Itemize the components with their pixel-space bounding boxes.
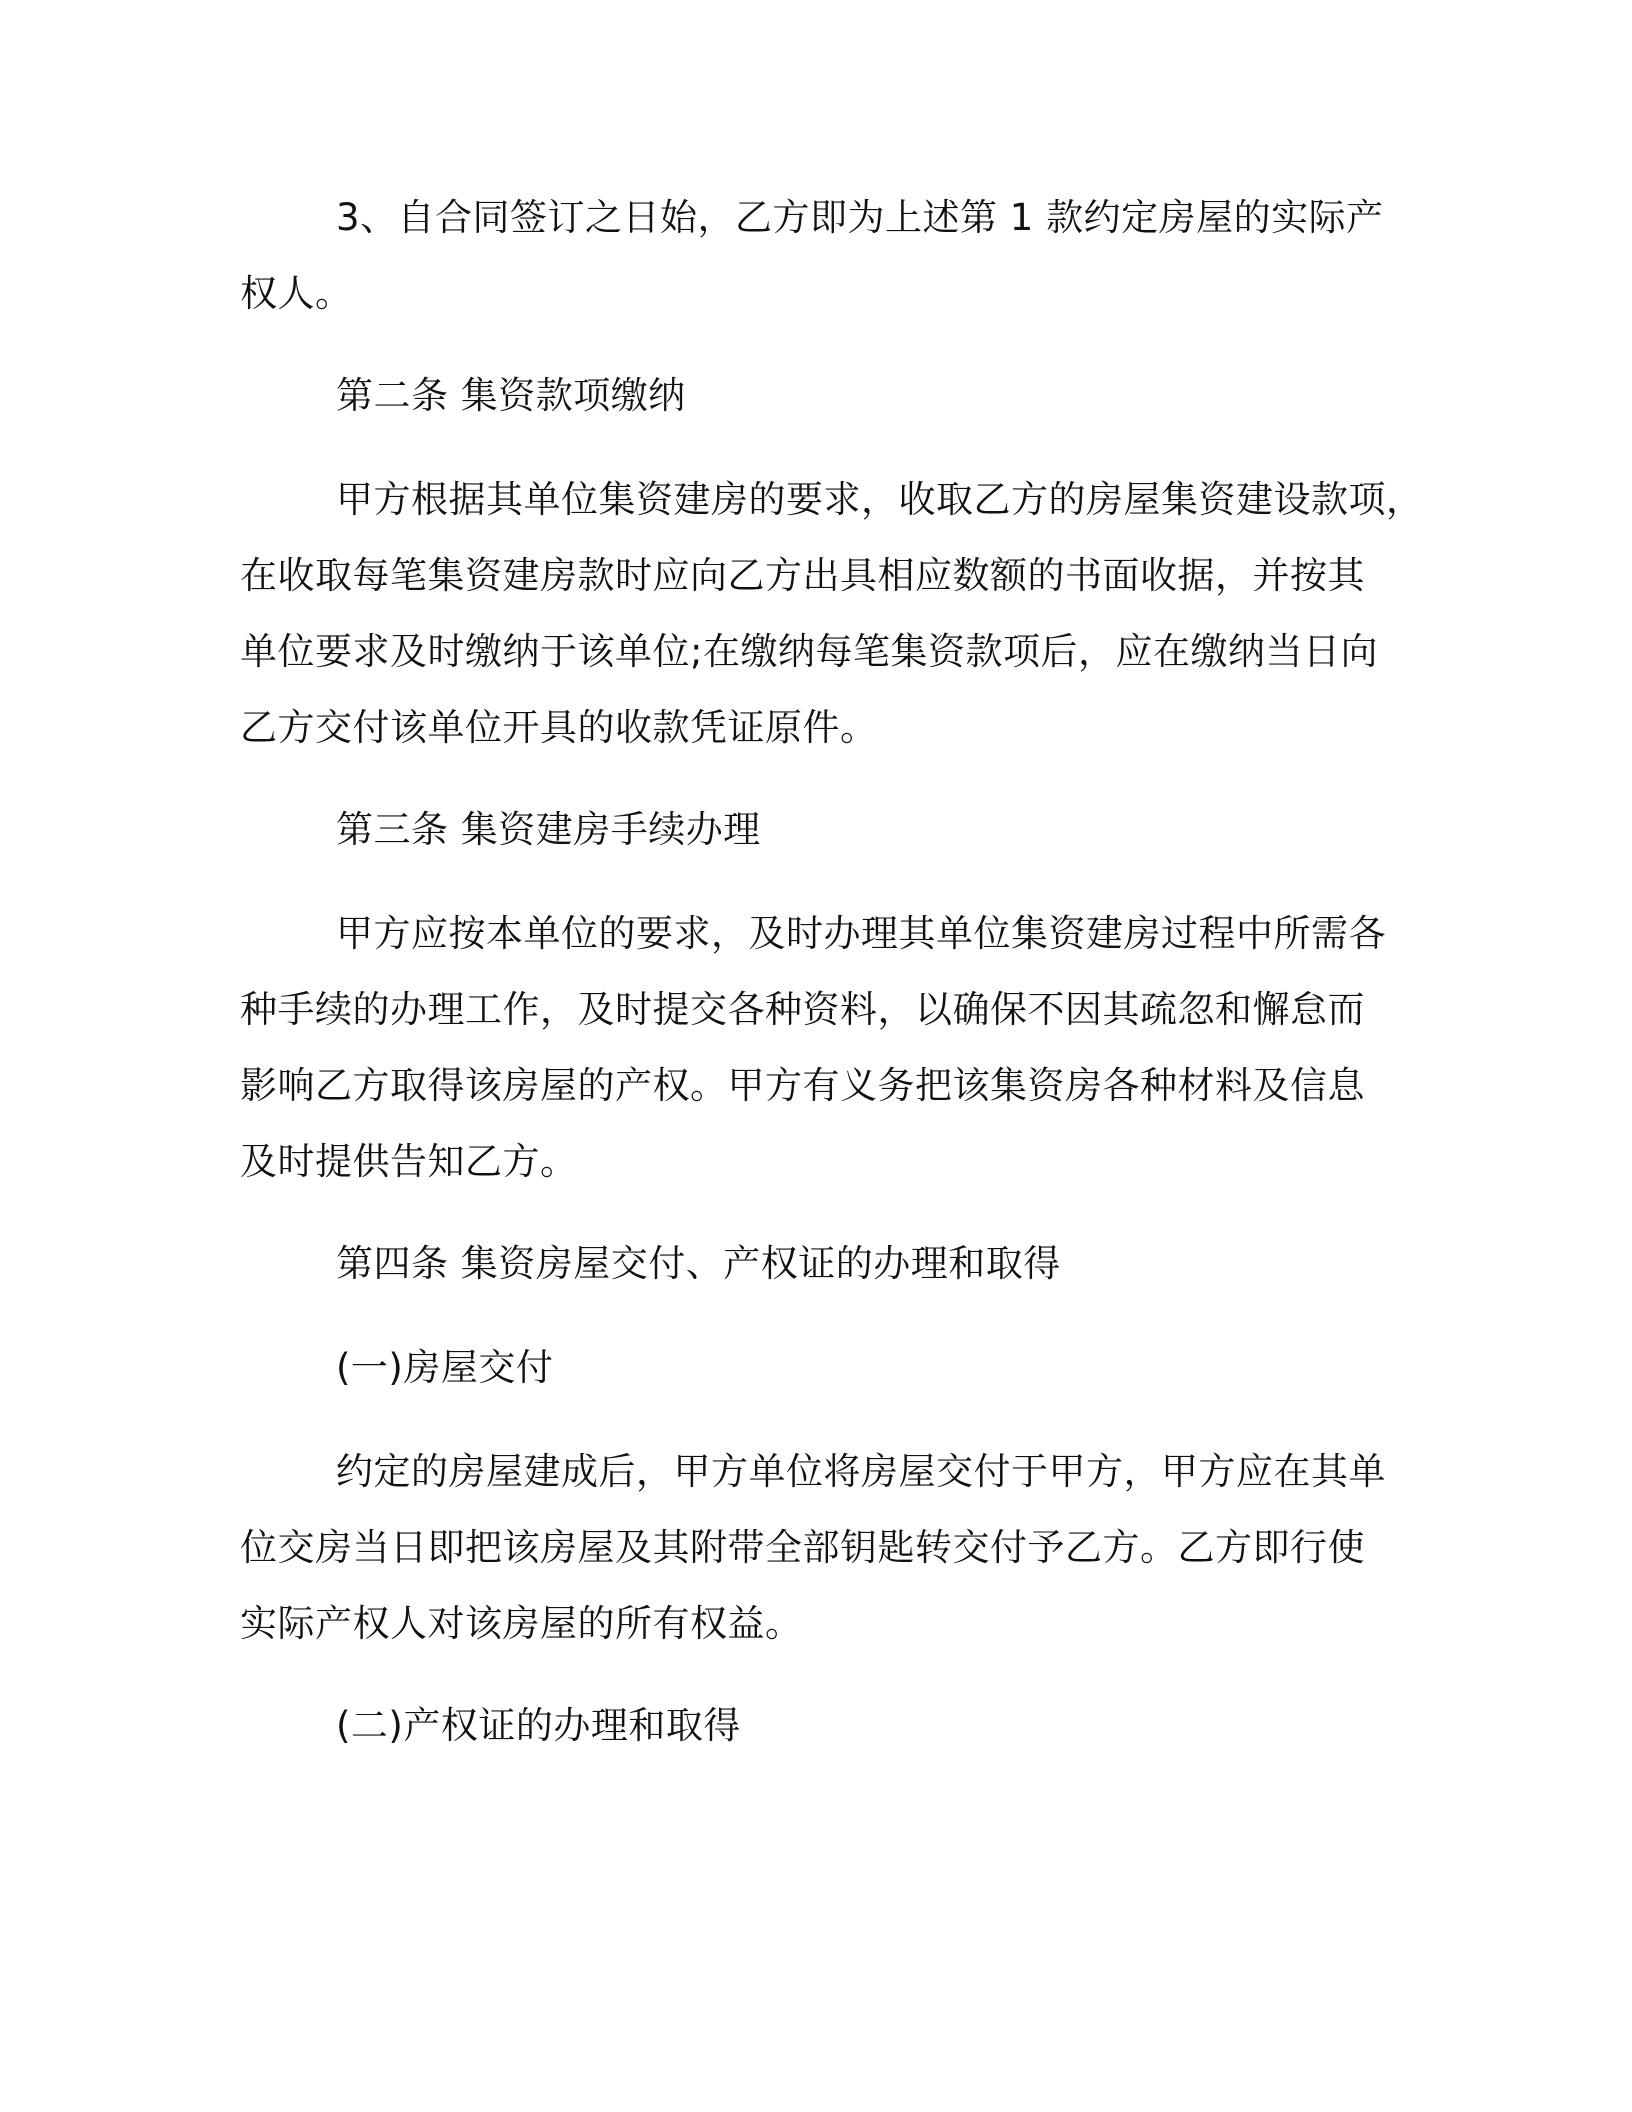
paragraph-line: 位交房当日即把该房屋及其附带全部钥匙转交付予乙方。乙方即行使 [240, 1526, 1365, 1569]
paragraph-line: 影响乙方取得该房屋的产权。甲方有义务把该集资房各种材料及信息 [240, 1064, 1365, 1107]
section-heading: 第三条 集资建房手续办理 [336, 808, 761, 851]
subsection-heading: (二)产权证的办理和取得 [336, 1704, 741, 1747]
section-heading: 第四条 集资房屋交付、产权证的办理和取得 [336, 1242, 1061, 1285]
subsection-heading: (一)房屋交付 [336, 1346, 554, 1389]
paragraph-line: 单位要求及时缴纳于该单位;在缴纳每笔集资款项后，应在缴纳当日向 [240, 630, 1378, 673]
section-heading: 第二条 集资款项缴纳 [336, 374, 686, 417]
paragraph-line: 权人。 [240, 272, 353, 315]
paragraph-line: 在收取每笔集资建房款时应向乙方出具相应数额的书面收据，并按其 [240, 554, 1365, 597]
paragraph-line: 甲方根据其单位集资建房的要求，收取乙方的房屋集资建设款项， [336, 478, 1424, 521]
paragraph-line: 约定的房屋建成后，甲方单位将房屋交付于甲方，甲方应在其单 [336, 1450, 1386, 1493]
paragraph-line: 及时提供告知乙方。 [240, 1140, 578, 1183]
paragraph-line: 甲方应按本单位的要求，及时办理其单位集资建房过程中所需各 [336, 912, 1386, 955]
paragraph-line: 3、自合同签订之日始，乙方即为上述第 1 款约定房屋的实际产 [336, 196, 1384, 239]
paragraph-line: 乙方交付该单位开具的收款凭证原件。 [240, 706, 878, 749]
paragraph-line: 种手续的办理工作，及时提交各种资料，以确保不因其疏忽和懈怠而 [240, 988, 1365, 1031]
paragraph-line: 实际产权人对该房屋的所有权益。 [240, 1602, 803, 1645]
